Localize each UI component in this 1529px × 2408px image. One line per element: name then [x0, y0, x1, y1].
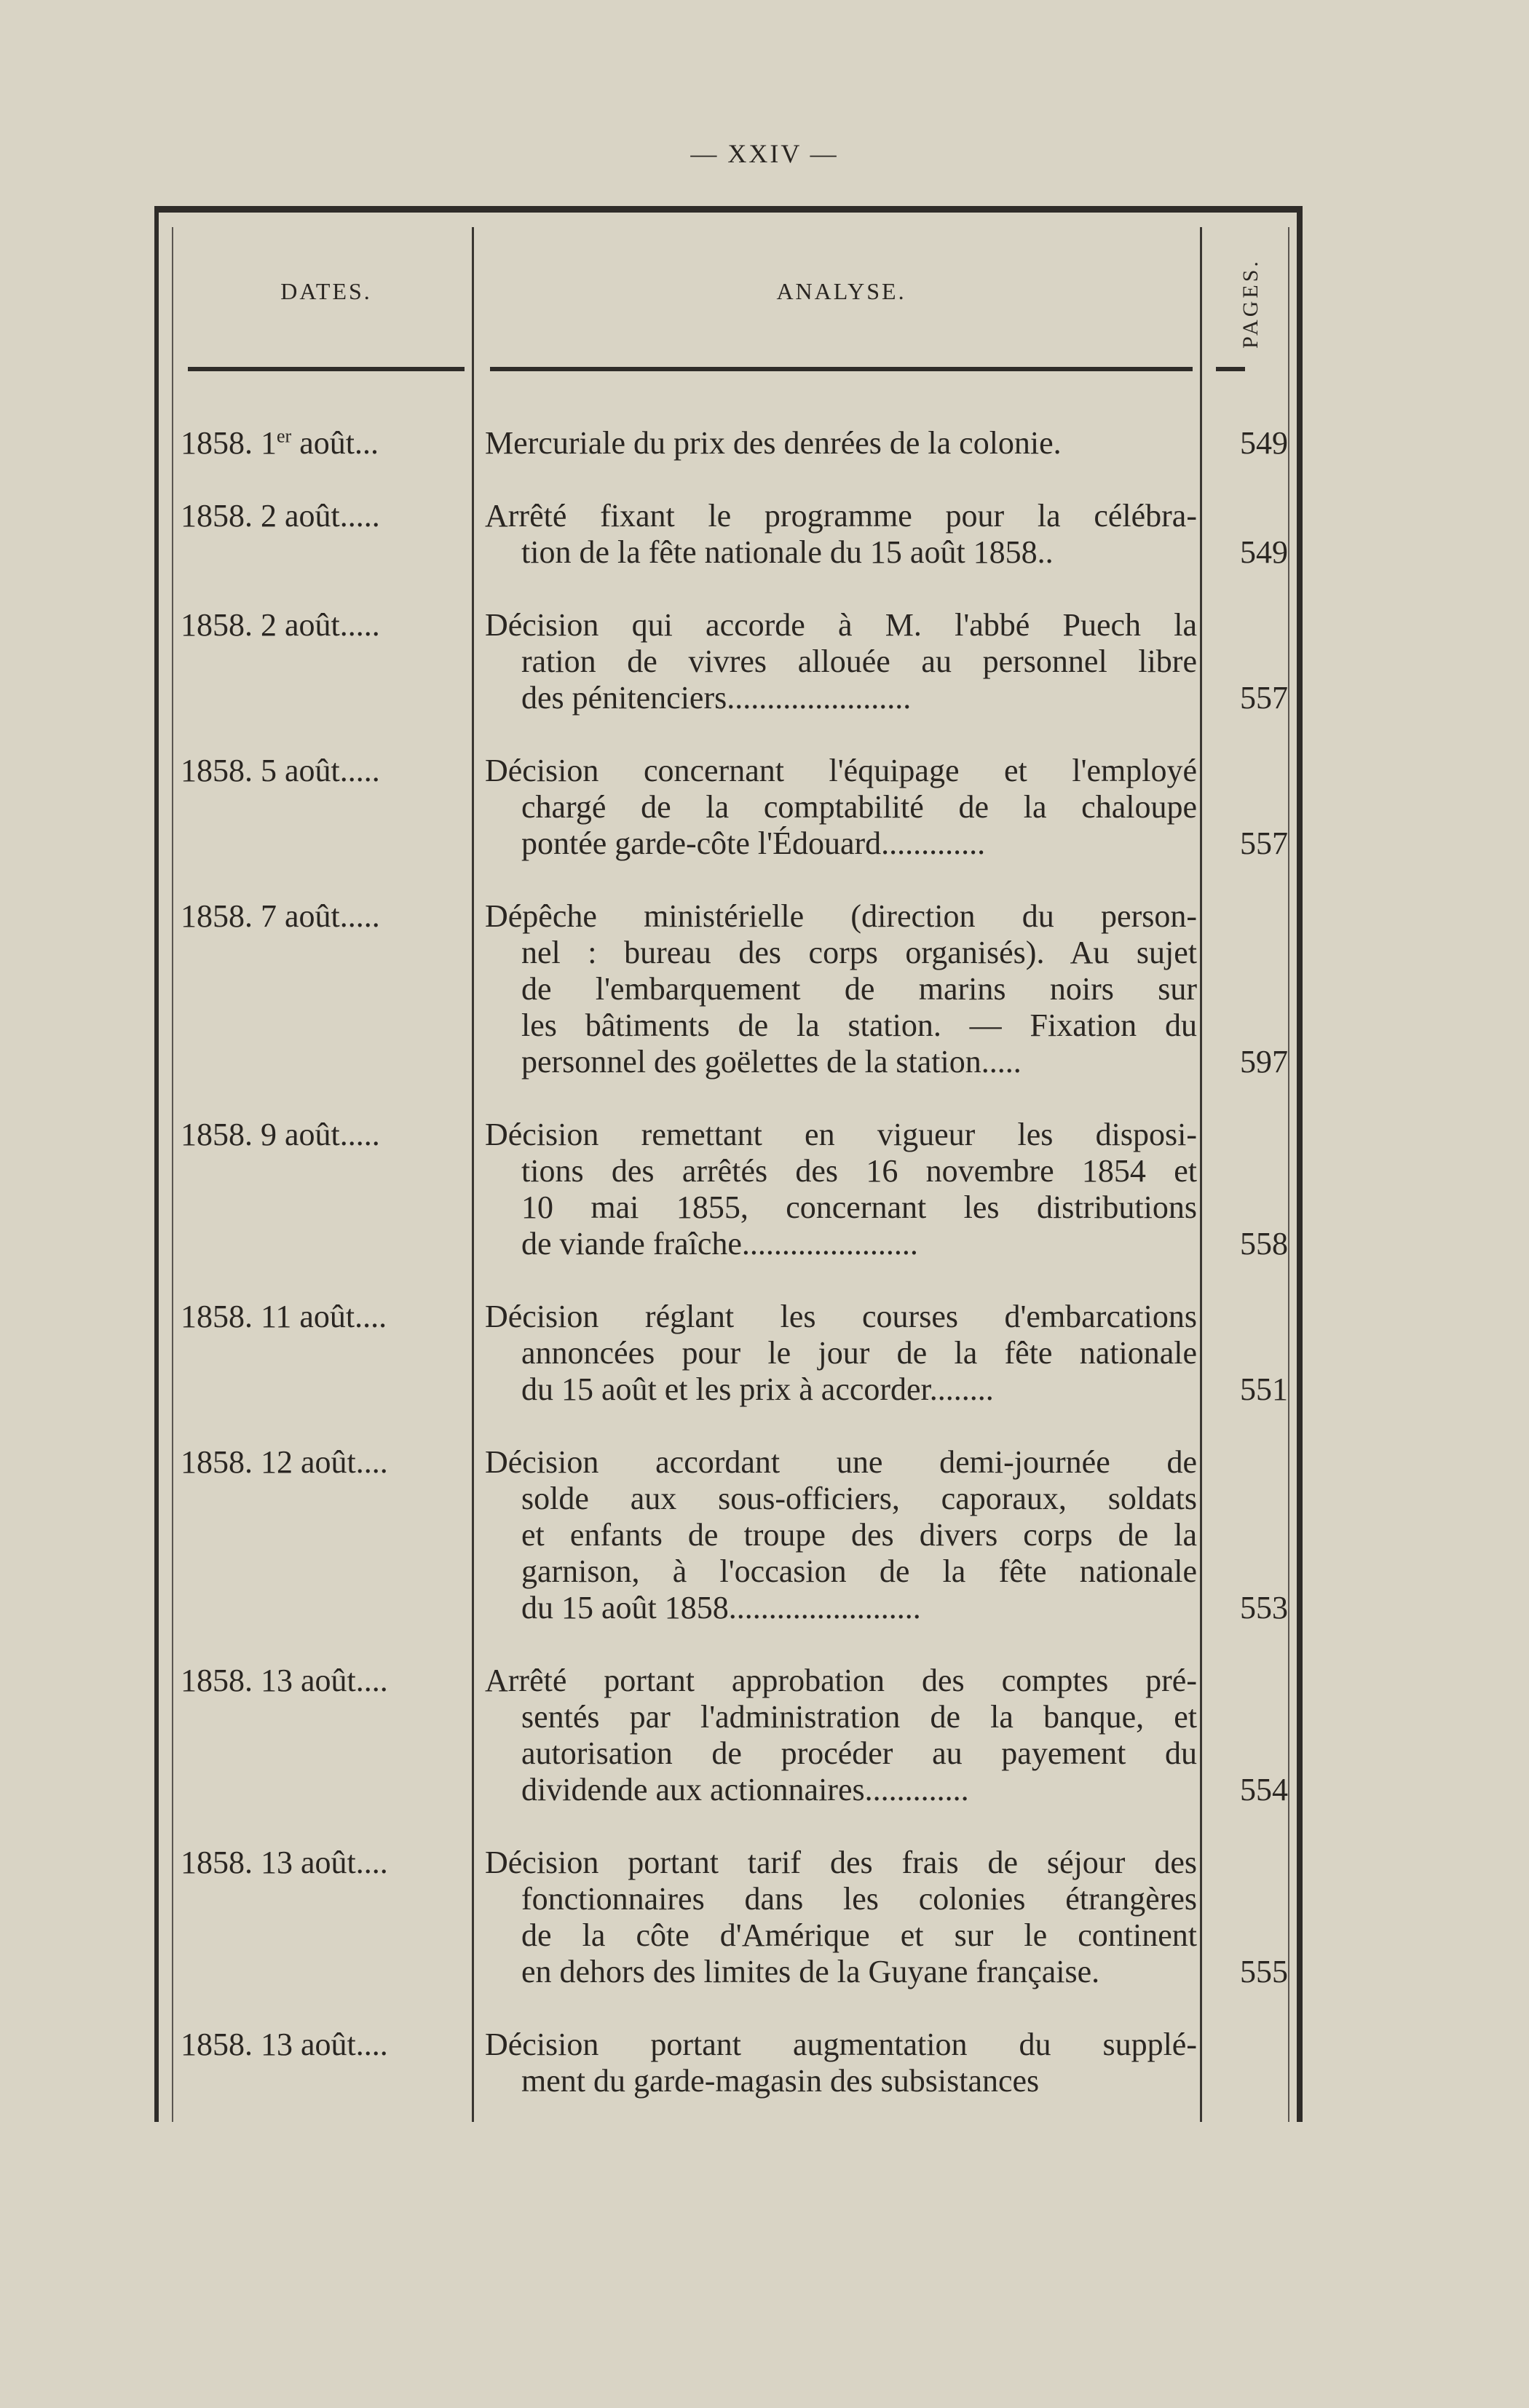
- analysis-line: de la côte d'Amérique et sur le continent: [521, 1917, 1197, 1953]
- analysis-line: des pénitenciers.......................: [521, 680, 912, 716]
- entry-date-text: 1858. 13 août....: [181, 1845, 388, 1880]
- analysis-line: Décision remettant en vigueur les disposi-: [485, 1117, 1197, 1152]
- entry-date: [181, 498, 468, 534]
- entry-analysis: [485, 1117, 1197, 1262]
- table-row: [159, 1444, 1297, 1626]
- entry-date-tail: août...: [291, 425, 379, 461]
- analysis-line: en dehors des limites de la Guyane française.: [521, 1954, 1100, 1989]
- analysis-line: Mercuriale du prix des denrées de la colonie.: [485, 425, 1062, 461]
- table-row: [159, 2027, 1297, 2099]
- entry-date: [181, 607, 468, 643]
- entry-page: 555: [1240, 1954, 1288, 1989]
- entry-date: [181, 1117, 468, 1153]
- entry-analysis: [485, 607, 1197, 716]
- analysis-line: de l'embarquement de marins noirs sur: [521, 971, 1197, 1007]
- entry-date-text: 1858. 13 août....: [181, 1663, 388, 1698]
- table-row: [159, 498, 1297, 571]
- entry-date: [181, 2027, 468, 2063]
- entry-page: 553: [1240, 1590, 1288, 1625]
- analysis-line: sentés par l'administration de la banque, et: [521, 1699, 1197, 1735]
- column-header-pages: [1207, 242, 1295, 365]
- column-header-analyse: ANALYSE.: [776, 278, 906, 304]
- entry-date-text: 1858. 1: [181, 425, 277, 461]
- entry-analysis: [485, 425, 1197, 462]
- analysis-line: du 15 août et les prix à accorder........: [521, 1371, 994, 1407]
- entry-page: 558: [1240, 1226, 1288, 1262]
- entry-date: [181, 1299, 468, 1335]
- analysis-line: de viande fraîche......................: [521, 1226, 918, 1262]
- analysis-line: Décision portant tarif des frais de séjour des: [485, 1845, 1197, 1880]
- entry-date: [181, 753, 468, 789]
- analysis-line: Arrêté fixant le programme pour la célébra-: [485, 498, 1197, 534]
- entry-analysis: [485, 898, 1197, 1080]
- entry-date-text: 1858. 7 août.....: [181, 898, 380, 934]
- table-row: [159, 753, 1297, 862]
- entry-analysis: [485, 753, 1197, 862]
- analysis-line: Décision accordant une demi-journée de: [485, 1444, 1197, 1480]
- analysis-line: les bâtiments de la station. — Fixation du: [521, 1007, 1197, 1043]
- table-row: [159, 1299, 1297, 1408]
- entry-page: 549: [1240, 425, 1288, 461]
- analysis-line: Décision qui accorde à M. l'abbé Puech la: [485, 607, 1197, 643]
- analysis-line: tion de la fête nationale du 15 août 1858..: [521, 534, 1054, 570]
- entry-date: [181, 1845, 468, 1881]
- analysis-line: garnison, à l'occasion de la fête nationale: [521, 1553, 1197, 1589]
- entry-analysis: [485, 1444, 1197, 1626]
- table-row: [159, 425, 1297, 462]
- analysis-line: ment du garde-magasin des subsistances: [521, 2063, 1040, 2099]
- entry-date: [181, 1444, 468, 1481]
- entry-page: 549: [1240, 534, 1288, 570]
- entry-page: 557: [1240, 825, 1288, 861]
- entry-date: [181, 1663, 468, 1699]
- entry-date-text: 1858. 2 août.....: [181, 498, 380, 534]
- analysis-line: fonctionnaires dans les colonies étrangères: [521, 1881, 1197, 1917]
- analysis-line: dividende aux actionnaires.............: [521, 1772, 969, 1807]
- page-number: — XXIV —: [690, 139, 839, 168]
- entry-analysis: [485, 1299, 1197, 1408]
- analysis-line: autorisation de procéder au payement du: [521, 1735, 1197, 1771]
- header-rule: [1216, 367, 1245, 371]
- analysis-line: Dépêche ministérielle (direction du person-: [485, 898, 1197, 934]
- entry-date-text: 1858. 11 août....: [181, 1299, 387, 1334]
- entry-page: 551: [1240, 1371, 1288, 1407]
- analysis-line: Décision réglant les courses d'embarcations: [485, 1299, 1197, 1334]
- header-rule: [490, 367, 1193, 371]
- entry-date-text: 1858. 9 août.....: [181, 1117, 380, 1152]
- entry-date: [181, 425, 468, 462]
- analysis-line: personnel des goëlettes de la station.....: [521, 1044, 1022, 1080]
- analysis-line: ration de vivres allouée au personnel libre: [521, 643, 1197, 679]
- entry-date-text: 1858. 5 août.....: [181, 753, 380, 788]
- analysis-line: chargé de la comptabilité de la chaloupe: [521, 789, 1197, 825]
- analysis-line: du 15 août 1858........................: [521, 1590, 921, 1625]
- entry-date-text: 1858. 13 août....: [181, 2027, 388, 2062]
- analysis-line: Arrêté portant approbation des comptes pré-: [485, 1663, 1197, 1698]
- analysis-line: annoncées pour le jour de la fête nationale: [521, 1335, 1197, 1371]
- analysis-line: et enfants de troupe des divers corps de la: [521, 1517, 1197, 1553]
- entry-date-superscript: er: [277, 425, 292, 447]
- analysis-line: 10 mai 1855, concernant les distributions: [521, 1189, 1197, 1225]
- analysis-line: Décision portant augmentation du supplé-: [485, 2027, 1197, 2062]
- entry-page: 557: [1240, 680, 1288, 716]
- entry-date: [181, 898, 468, 935]
- table-row: [159, 607, 1297, 716]
- entry-page: 554: [1240, 1772, 1288, 1807]
- table-row: [159, 1663, 1297, 1808]
- entry-date-text: 1858. 2 août.....: [181, 607, 380, 643]
- entry-date-text: 1858. 12 août....: [181, 1444, 388, 1480]
- entry-analysis: [485, 498, 1197, 571]
- index-table: [154, 206, 1303, 2122]
- analysis-line: solde aux sous-officiers, caporaux, soldats: [521, 1481, 1197, 1516]
- column-header-dates: DATES.: [280, 278, 372, 304]
- table-row: [159, 898, 1297, 1080]
- entry-analysis: [485, 2027, 1197, 2099]
- column-header-pages-label: PAGES.: [1238, 258, 1263, 349]
- analysis-line: Décision concernant l'équipage et l'employé: [485, 753, 1197, 788]
- analysis-line: pontée garde-côte l'Édouard.............: [521, 825, 986, 861]
- header-rule: [188, 367, 465, 371]
- entry-analysis: [485, 1663, 1197, 1808]
- table-row: [159, 1845, 1297, 1990]
- entry-analysis: [485, 1845, 1197, 1990]
- analysis-line: nel : bureau des corps organisés). Au sujet: [521, 935, 1197, 970]
- table-row: [159, 1117, 1297, 1262]
- analysis-line: tions des arrêtés des 16 novembre 1854 et: [521, 1153, 1197, 1189]
- entry-page: 597: [1240, 1044, 1288, 1080]
- entries-list: [159, 425, 1297, 2136]
